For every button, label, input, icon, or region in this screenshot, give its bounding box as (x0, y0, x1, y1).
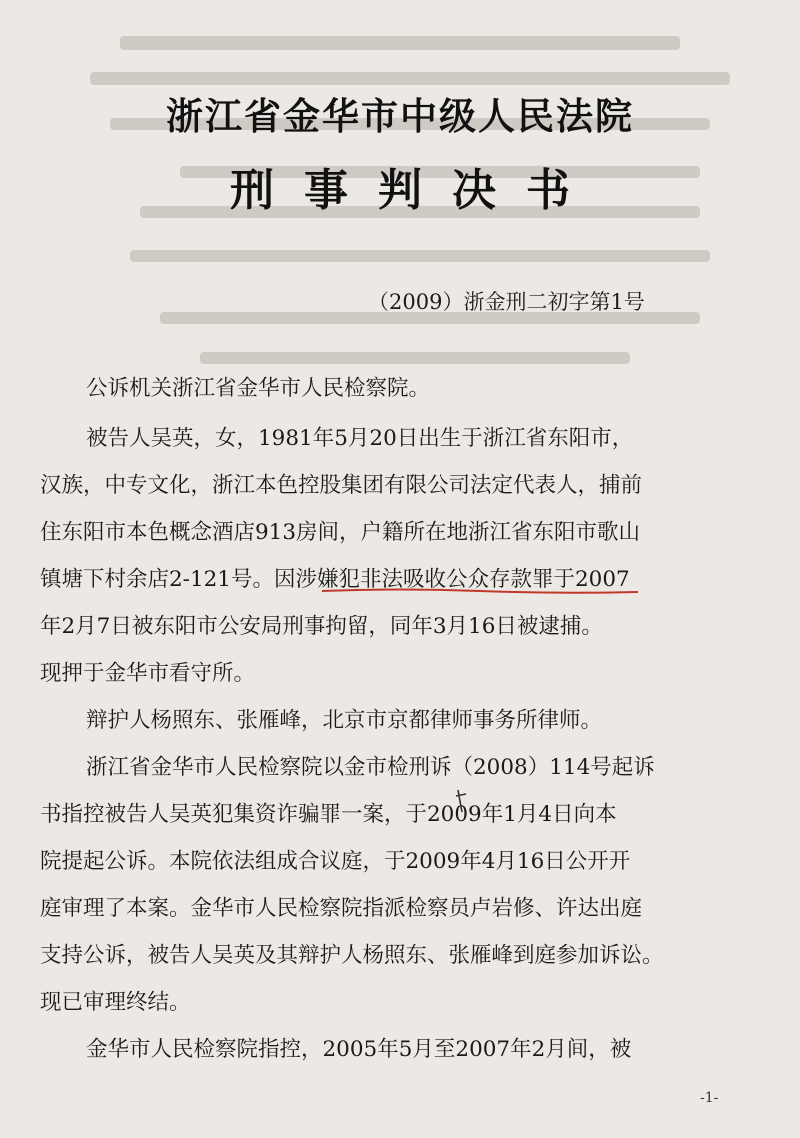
paragraph-line: 浙江省金华市人民检察院以金市检刑诉（2008）114号起诉 (86, 755, 655, 780)
paragraph-line: 镇塘下村余店2-121号。因涉嫌犯非法吸收公众存款罪于2007 (40, 567, 630, 592)
red-pen-underline (320, 586, 640, 596)
paragraph-line: 书指控被告人吴英犯集资诈骗罪一案，于2009年1月4日向本 (40, 802, 617, 827)
paragraph-line: 被告人吴英，女，1981年5月20日出生于浙江省东阳市， (86, 426, 634, 451)
paragraph-line: 年2月7日被东阳市公安局刑事拘留，同年3月16日被逮捕。 (40, 614, 603, 639)
paragraph-line: 辩护人杨照东、张雁峰，北京市京都律师事务所律师。 (86, 708, 603, 733)
court-name: 浙江省金华市中级人民法院 (166, 94, 634, 138)
paragraph-line: 住东阳市本色概念酒店913房间，户籍所在地浙江省东阳市歌山 (40, 520, 641, 545)
case-number: （2009）浙金刑二初字第1号 (368, 290, 645, 314)
paragraph-line: 公诉机关浙江省金华市人民检察院。 (86, 376, 431, 401)
paragraph-line: 现押于金华市看守所。 (40, 661, 256, 686)
page-number: -1- (700, 1090, 719, 1106)
paragraph-line: 院提起公诉。本院依法组成合议庭，于2009年4月16日公开开 (40, 849, 631, 874)
paragraph-line: 庭审理了本案。金华市人民检察院指派检察员卢岩修、许达出庭 (40, 896, 643, 921)
pen-mark (452, 786, 472, 816)
paragraph-line: 现已审理终结。 (40, 990, 191, 1015)
paragraph-line: 金华市人民检察院指控，2005年5月至2007年2月间，被 (86, 1037, 632, 1062)
document-title: 刑事判决书 (230, 165, 600, 216)
paragraph-line: 支持公诉，被告人吴英及其辩护人杨照东、张雁峰到庭参加诉讼。 (40, 943, 664, 968)
paragraph-line: 汉族，中专文化，浙江本色控股集团有限公司法定代表人，捕前 (40, 473, 643, 498)
